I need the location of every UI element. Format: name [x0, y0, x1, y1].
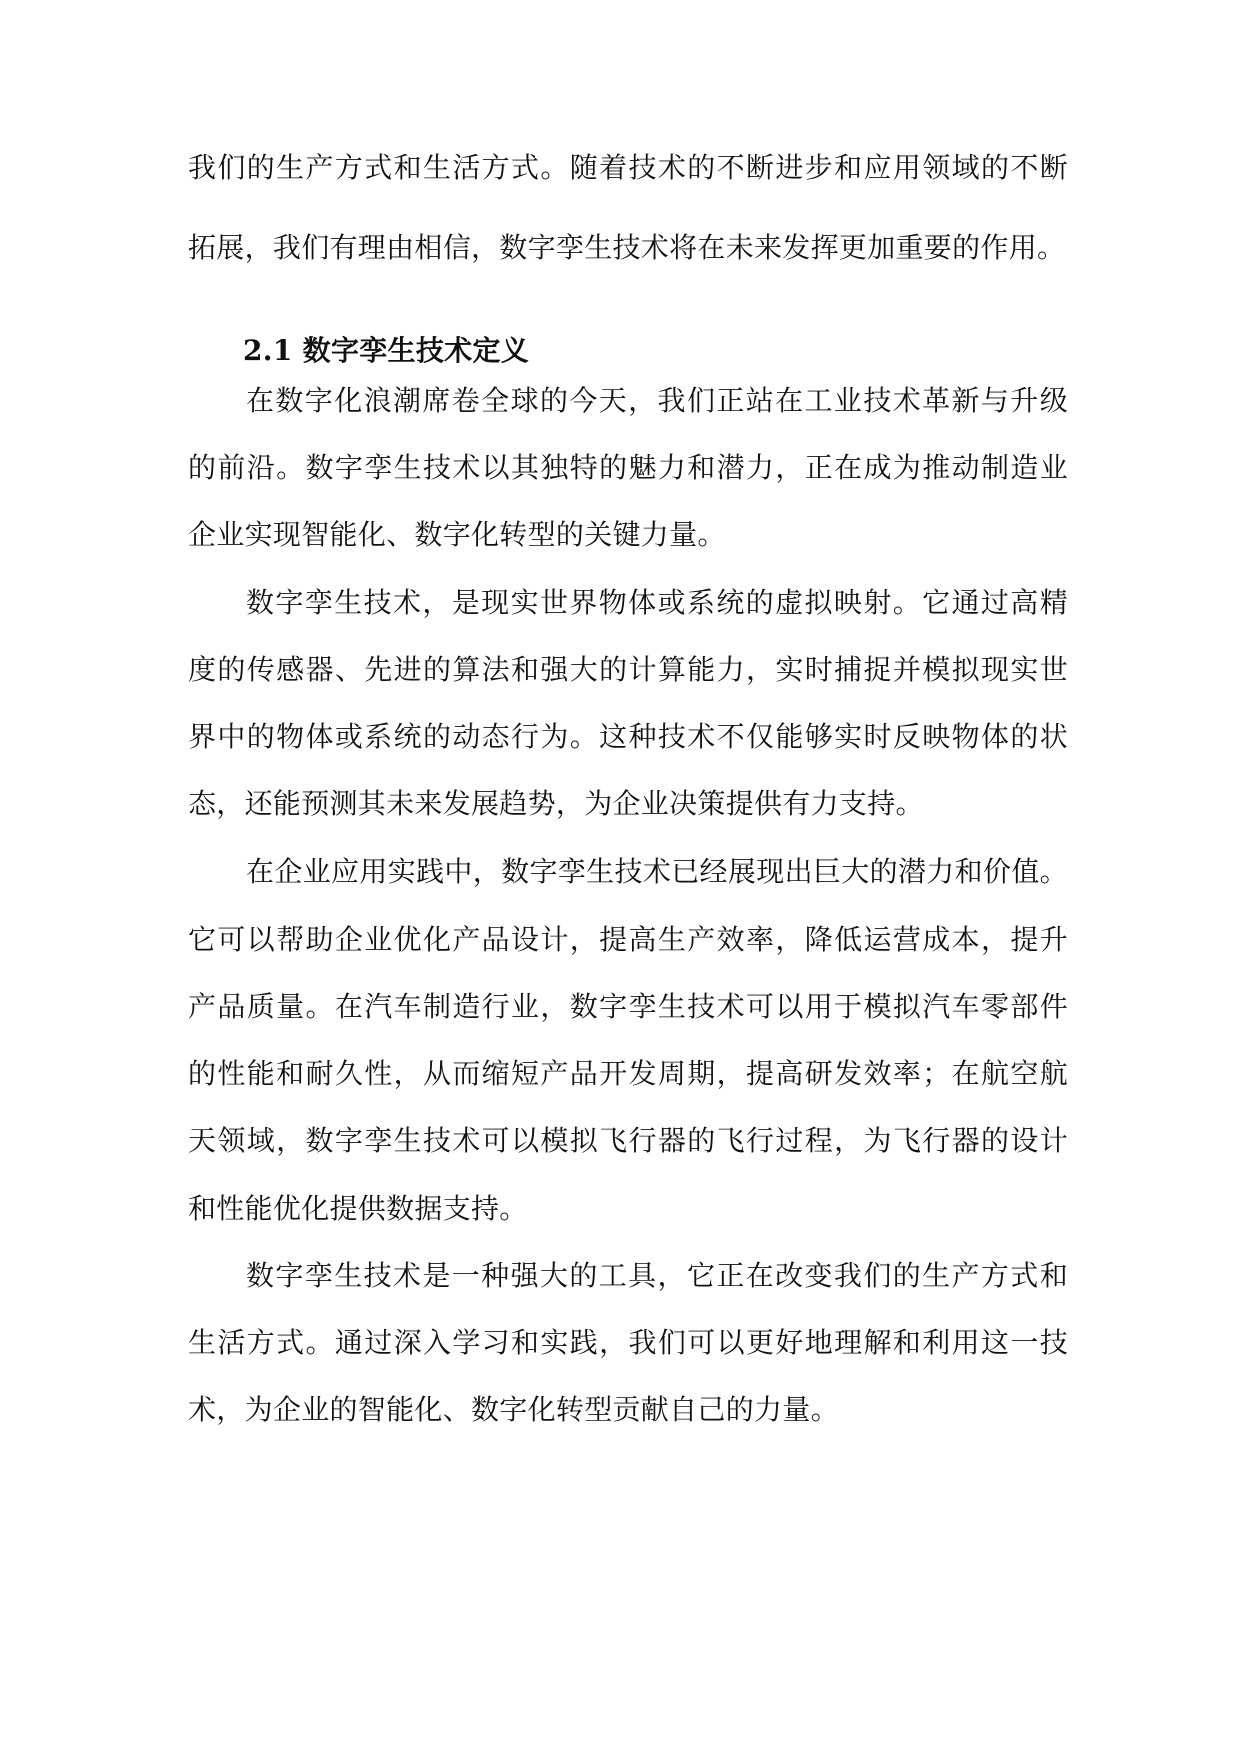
paragraph-3-line-5: 天领域，数字孪生技术可以模拟飞行器的飞行过程，为飞行器的设计	[188, 1124, 1068, 1157]
paragraph-1-line-2: 的前沿。数字孪生技术以其独特的魅力和潜力，正在成为推动制造业	[188, 451, 1068, 484]
section-heading: 2.1 数字孪生技术定义	[243, 334, 530, 367]
paragraph-3-line-1: 在企业应用实践中，数字孪生技术已经展现出巨大的潜力和价值。	[246, 855, 1068, 888]
paragraph-2-line-3: 界中的物体或系统的动态行为。这种技术不仅能够实时反映物体的状	[188, 720, 1068, 753]
paragraph-3-line-2: 它可以帮助企业优化产品设计，提高生产效率，降低运营成本，提升	[188, 923, 1068, 956]
paragraph-3-line-6: 和性能优化提供数据支持。	[188, 1192, 528, 1225]
paragraph-2-line-2: 度的传感器、先进的算法和强大的计算能力，实时捕捉并模拟现实世	[188, 653, 1068, 686]
paragraph-2-line-4: 态，还能预测其未来发展趋势，为企业决策提供有力支持。	[188, 787, 924, 820]
paragraph-3-line-3: 产品质量。在汽车制造行业，数字孪生技术可以用于模拟汽车零部件	[188, 990, 1068, 1023]
paragraph-4-line-3: 术，为企业的智能化、数字化转型贡献自己的力量。	[188, 1393, 839, 1426]
paragraph-4-line-2: 生活方式。通过深入学习和实践，我们可以更好地理解和利用这一技	[188, 1326, 1068, 1359]
intro-line-1: 我们的生产方式和生活方式。随着技术的不断进步和应用领域的不断	[188, 151, 1068, 184]
paragraph-1-line-1: 在数字化浪潮席卷全球的今天，我们正站在工业技术革新与升级	[246, 384, 1068, 417]
paragraph-1-line-3: 企业实现智能化、数字化转型的关键力量。	[188, 518, 726, 551]
intro-line-2: 拓展，我们有理由相信，数字孪生技术将在未来发挥更加重要的作用。	[188, 231, 1066, 264]
paragraph-4-line-1: 数字孪生技术是一种强大的工具，它正在改变我们的生产方式和	[246, 1259, 1068, 1292]
paragraph-2-line-1: 数字孪生技术，是现实世界物体或系统的虚拟映射。它通过高精	[246, 586, 1068, 619]
paragraph-3-line-4: 的性能和耐久性，从而缩短产品开发周期，提高研发效率；在航空航	[188, 1057, 1068, 1090]
